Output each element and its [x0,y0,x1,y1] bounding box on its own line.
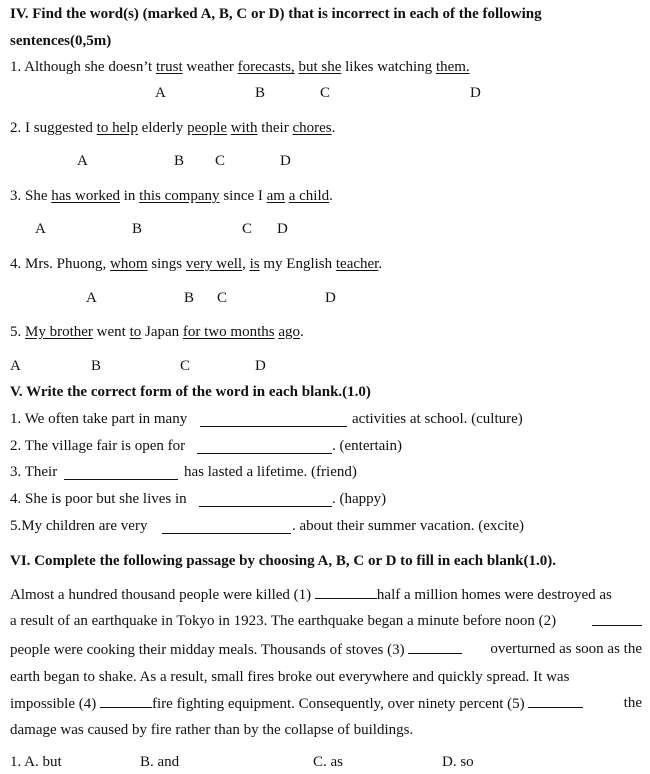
section-5-heading: V. Write the correct form of the word in each blank.(1.0) [10,384,371,400]
q1-letter-c: C [320,85,331,101]
question-3-option-b: this company [139,188,220,204]
option-1-b: B. and [140,754,180,770]
question-5-text: Japan [141,324,183,340]
word-form-item-1 [10,410,187,428]
question-5-option-c: for two months [182,324,275,340]
question-2-option-c: with [230,120,258,136]
q2-letter-c: C [215,153,226,169]
question-5-option-d: ago [278,324,300,340]
word-form-item-4-before: 4. She is poor but she lives in [10,491,187,507]
passage-line-5-text: the [623,695,642,711]
passage-line-2-text: a result of an earthquake in Tokyo in 1923. The earthquake began a minute before noon (2) [10,613,557,629]
option-1-d: D. so [442,754,474,770]
question-3 [10,187,333,205]
question-1-text: weather [182,59,238,75]
word-form-item-2 [10,437,185,455]
passage-line-3-text: overturned as soon as the [490,641,642,657]
question-2 [10,119,335,137]
q4-letter-b: B [184,290,195,306]
passage-blank-1[interactable] [315,585,377,599]
question-2-text: 2. I suggested [10,120,97,136]
word-form-blank-2[interactable] [197,452,332,454]
question-3-text: 3. She [10,188,52,204]
word-form-item-5 [10,517,147,535]
section-6-heading: VI. Complete the following passage by choosing A, B, C or D to fill in each blank(1.0). [10,553,557,569]
question-3-text: in [119,188,140,204]
q4-letter-a: A [86,290,97,306]
q5-letter-d: D [255,358,266,374]
passage-line-6 [10,721,642,739]
passage-line-1-text: half a million homes were destroyed as [376,587,612,603]
q2-letter-a: A [77,153,88,169]
question-1-option-c: but she [298,59,342,75]
passage-blank-2[interactable] [592,612,642,626]
q3-letter-b: B [132,221,143,237]
question-5-text: went [92,324,130,340]
question-3-option-d: a child [288,188,330,204]
question-1-option-d: them. [435,59,470,75]
q5-letter-b: B [91,358,102,374]
word-form-item-1-before: 1. We often take part in many [10,411,188,427]
passage-blank-3[interactable] [408,640,462,654]
question-2-text: . [331,120,336,136]
word-form-item-2-before: 2. The village fair is open for [10,438,186,454]
q1-letter-a: A [155,85,166,101]
question-4-option-c: is [249,256,260,272]
question-2-option-a: to help [96,120,138,136]
passage-line-2 [10,612,642,630]
question-3-text: . [329,188,333,204]
question-2-option-d: chores [292,120,332,136]
passage-blank-4[interactable] [100,694,152,708]
q3-letter-c: C [242,221,253,237]
passage-line-4 [10,668,642,686]
q3-letter-a: A [35,221,46,237]
word-form-item-3-before: 3. Their [10,464,58,480]
option-1-a: 1. A. but [10,754,62,770]
word-form-item-4 [10,490,187,508]
question-4-text: sings [147,256,186,272]
passage-line-1 [10,585,642,604]
question-2-text: elderly [137,120,188,136]
word-form-blank-5[interactable] [162,532,291,534]
passage-line-5-text: impossible (4) [10,696,97,712]
question-4-text: . [378,256,383,272]
q5-letter-a: A [10,358,21,374]
question-4-text: my English [259,256,336,272]
question-3-option-a: has worked [51,188,120,204]
question-1 [10,58,470,76]
passage-line-4-text: earth began to shake. As a result, small fires broke out everywhere and quickly spread. It was [10,669,570,685]
question-2-text: their [257,120,293,136]
word-form-item-2-after: . (entertain) [332,438,402,454]
passage-blank-5[interactable] [528,694,583,708]
q2-letter-d: D [280,153,291,169]
passage-line-1-part-a [10,585,612,604]
question-4-option-d: teacher [335,256,379,272]
question-5-option-b: to [129,324,142,340]
word-form-item-5-after: . about their summer vacation. (excite) [292,518,524,534]
passage-line-1-text: Almost a hundred thousand people were killed (1) [10,587,312,603]
q4-letter-d: D [325,290,336,306]
passage-line-5 [10,694,642,713]
q1-letter-b: B [255,85,266,101]
word-form-item-3 [10,463,57,481]
word-form-item-4-after: . (happy) [332,491,387,507]
word-form-item-1-after: activities at school. (culture) [352,411,523,427]
question-4-option-a: whom [110,256,148,272]
question-5-text: 5. [10,324,25,340]
question-4-text: 4. Mrs. Phuong, [10,256,111,272]
question-5-text: . [300,324,304,340]
option-1-c: C. as [313,754,343,770]
question-3-text: since I [219,188,267,204]
passage-line-5-part-a [10,694,583,713]
passage-line-3-part-a [10,640,462,659]
word-form-item-3-after: has lasted a lifetime. (friend) [184,464,357,480]
question-1-text: 1. Although she doesn’t [10,59,156,75]
q3-letter-d: D [277,221,288,237]
question-3-option-c: am [266,188,285,204]
question-2-option-b: people [187,120,228,136]
q5-letter-c: C [180,358,191,374]
q2-letter-b: B [174,153,185,169]
passage-line-5-text: fire fighting equipment. Consequently, over ninety percent (5) [152,696,525,712]
section-4-heading-line1: IV. Find the word(s) (marked A, B, C or D) that is incorrect in each of the following [10,6,542,22]
question-1-text: likes watching [341,59,436,75]
q4-letter-c: C [217,290,228,306]
question-4-option-b: very well [185,256,243,272]
passage-line-6-text: damage was caused by fire rather than by the collapse of buildings. [10,722,414,738]
q1-letter-d: D [470,85,481,101]
passage-line-3 [10,640,642,659]
question-5-option-a: My brother [25,324,93,340]
word-form-blank-3[interactable] [64,478,178,480]
question-5 [10,323,304,341]
question-1-option-a: trust [155,59,183,75]
word-form-blank-1[interactable] [200,425,347,427]
question-4-text: , [242,256,250,272]
section-4-heading-line2: sentences(0,5m) [10,33,112,49]
word-form-blank-4[interactable] [199,505,332,507]
question-1-option-b: forecasts, [237,59,295,75]
word-form-item-5-before: 5.My children are very [10,518,148,534]
passage-line-3-text: people were cooking their midday meals. Thousands of stoves (3) [10,642,405,658]
question-4 [10,255,382,273]
